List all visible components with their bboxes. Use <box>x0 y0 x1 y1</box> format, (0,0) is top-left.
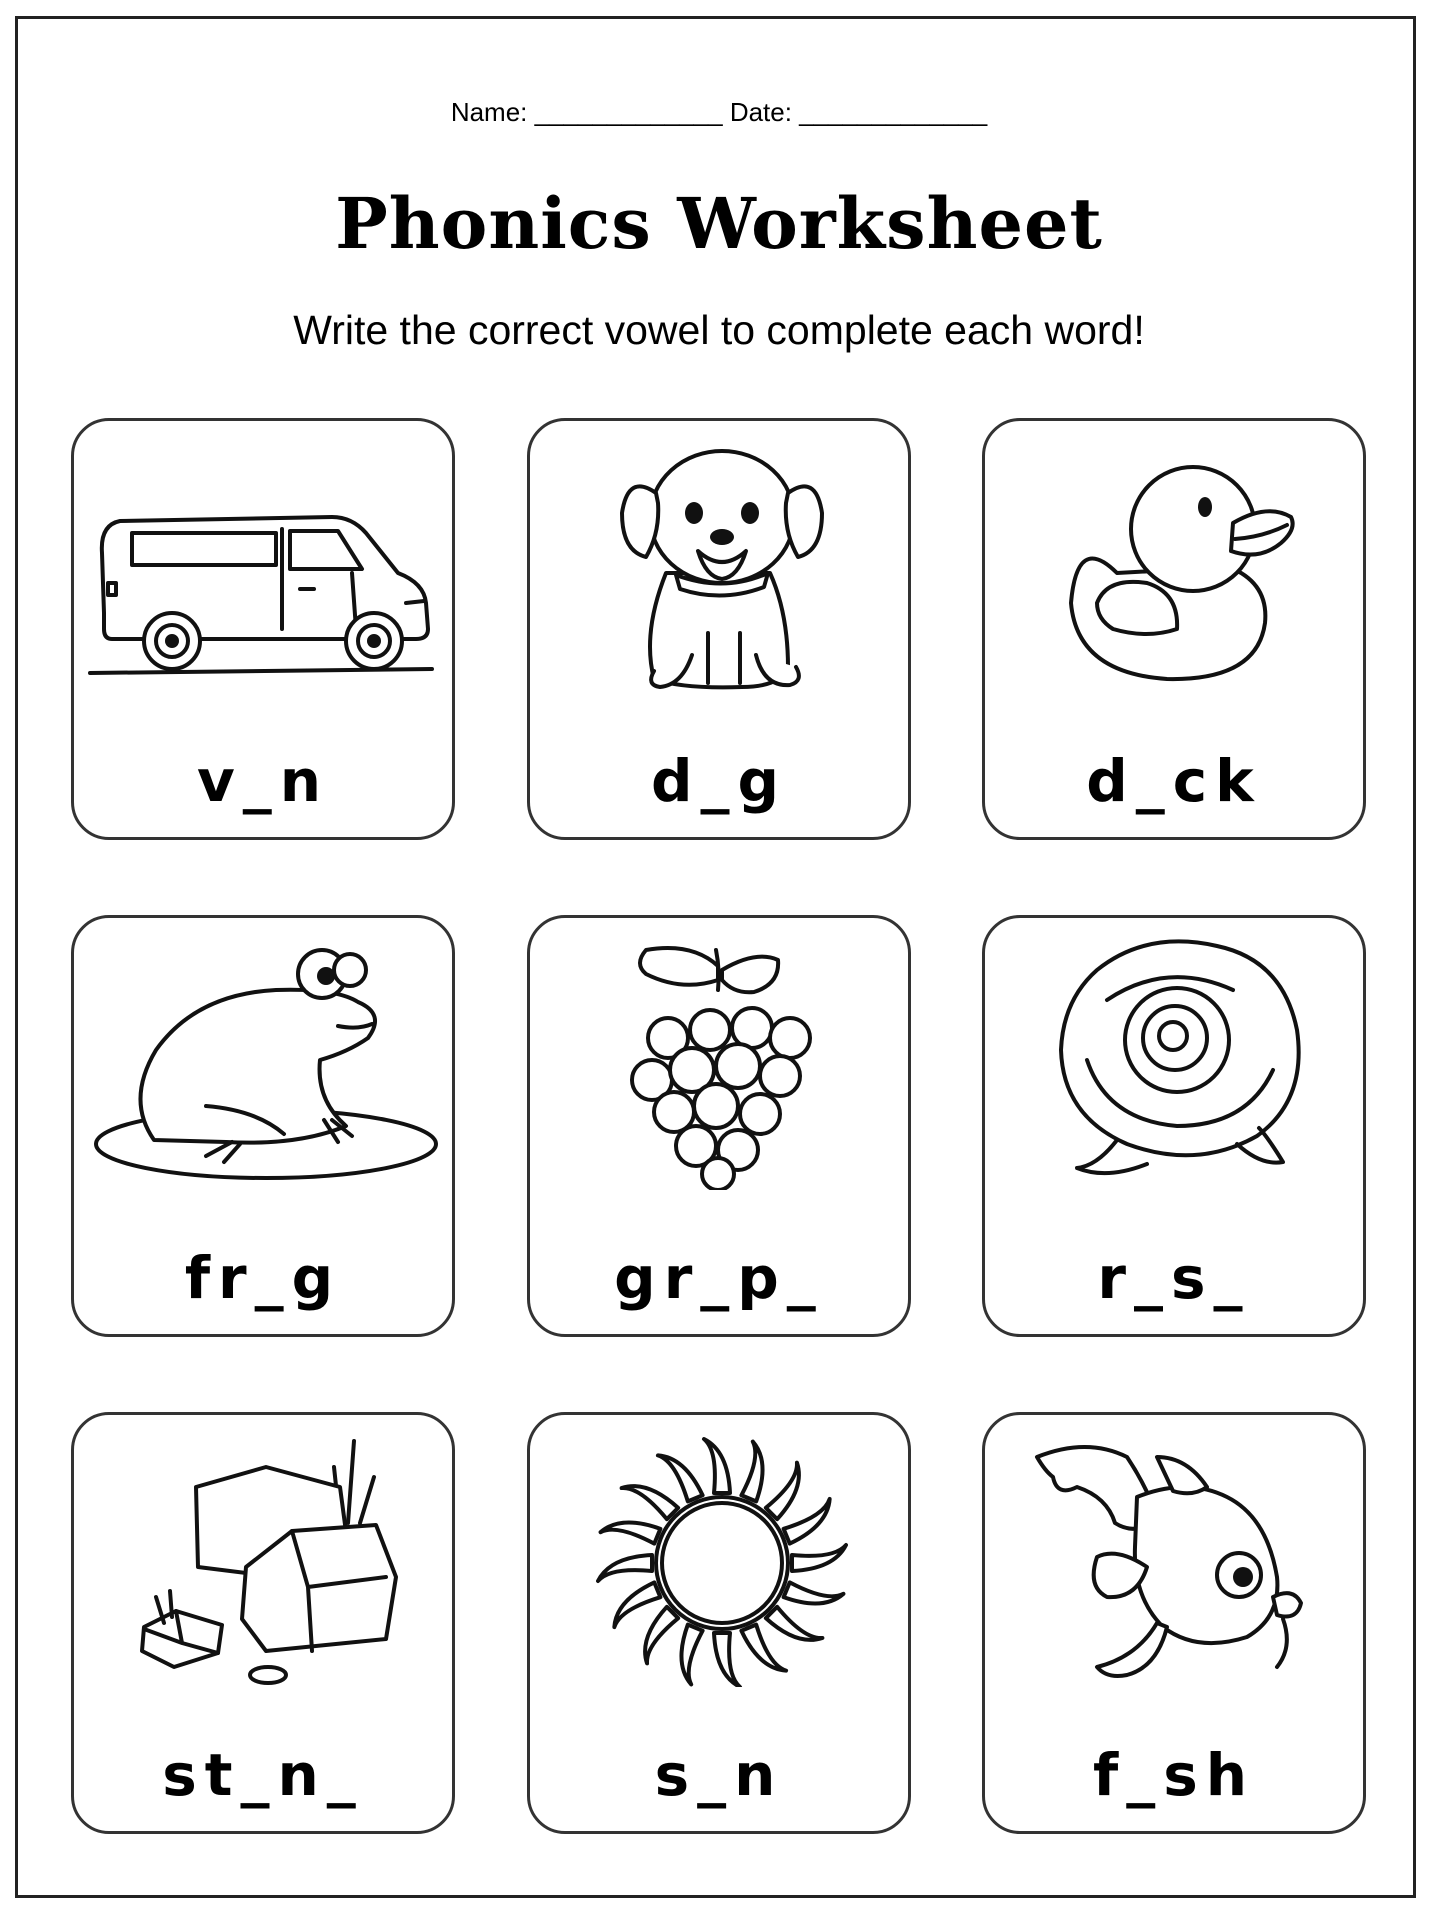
dog-icon <box>542 433 896 693</box>
word-blank-label: d_ck <box>1086 747 1262 815</box>
card-duck <box>982 418 1366 840</box>
fish-icon <box>997 1427 1351 1687</box>
card-sun <box>527 1412 911 1834</box>
word-blank-label: d_g <box>650 747 788 815</box>
name-date-line: Name: _____________ Date: _____________ <box>450 97 988 127</box>
word-blank-label: r_s_ <box>1097 1244 1251 1312</box>
card-frog <box>71 915 455 1337</box>
card-fish <box>982 1412 1366 1834</box>
card-dog <box>527 418 911 840</box>
word-blank-label: s_n <box>654 1741 784 1809</box>
word-blank-label: st_n_ <box>162 1741 364 1809</box>
word-blank-label: fr_g <box>184 1244 342 1312</box>
instructions: Write the correct vowel to complete each word! <box>293 307 1145 353</box>
van-icon <box>86 433 440 693</box>
word-blank-label: gr_p_ <box>614 1244 824 1312</box>
grapes-icon <box>542 930 896 1190</box>
frog-icon <box>86 930 440 1190</box>
word-blank-label: f_sh <box>1092 1741 1256 1809</box>
card-van <box>71 418 455 840</box>
card-grapes <box>527 915 911 1337</box>
page-title: Phonics Worksheet <box>335 182 1103 265</box>
card-rose <box>982 915 1366 1337</box>
word-blank-label: v_n <box>196 747 330 815</box>
rose-icon <box>997 930 1351 1190</box>
stone-icon <box>86 1427 440 1687</box>
duck-icon <box>997 433 1351 693</box>
card-stone <box>71 1412 455 1834</box>
sun-icon <box>542 1427 896 1687</box>
